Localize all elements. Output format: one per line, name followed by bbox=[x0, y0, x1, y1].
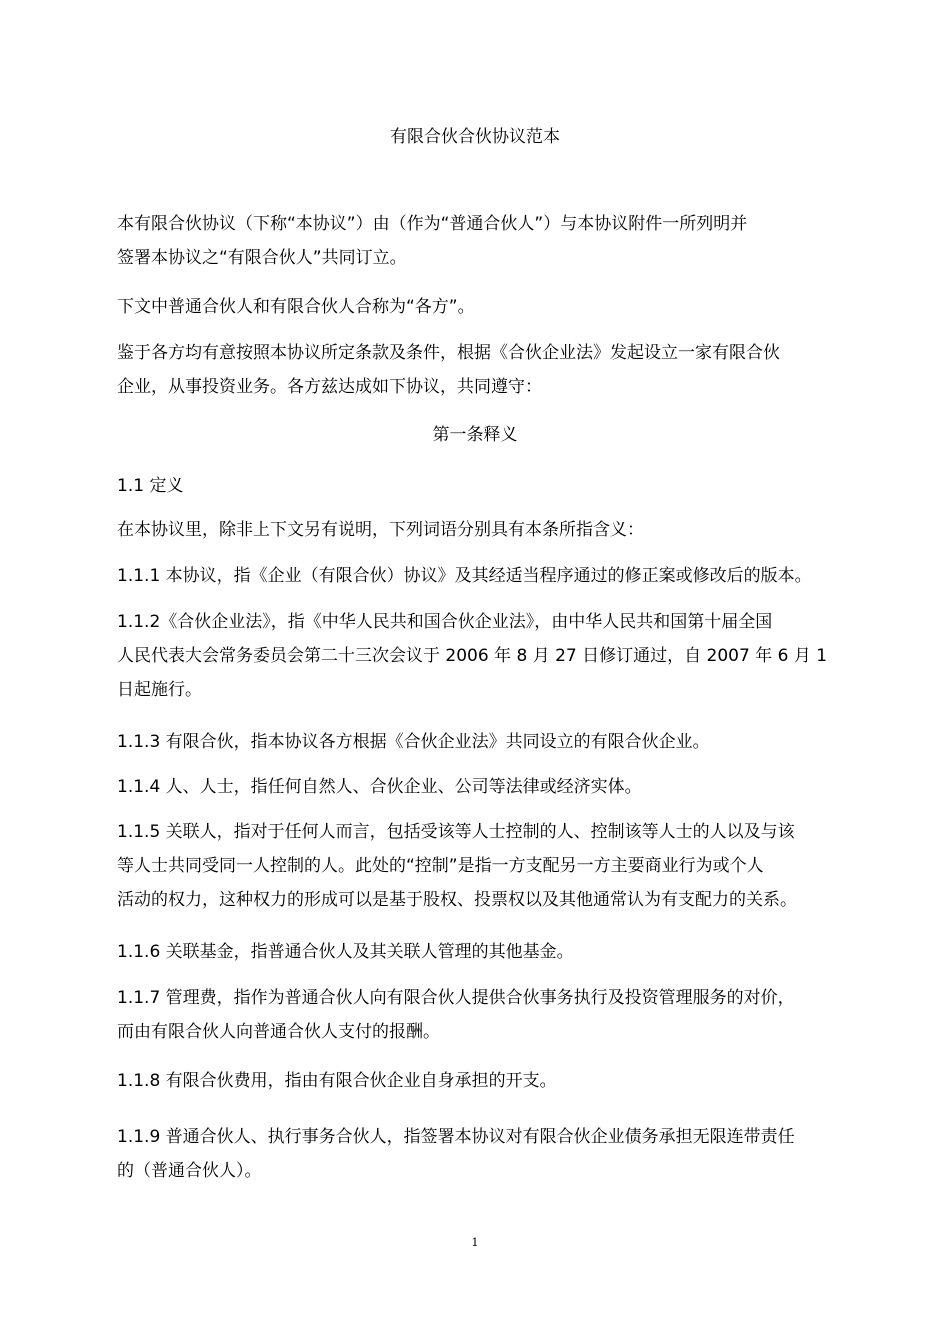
clause-1-1-7-line-1: 1.1.7 管理费，指作为普通合伙人向有限合伙人提供合伙事务执行及投资管理服务的对价， bbox=[117, 988, 795, 1008]
article-heading: 第一条释义 bbox=[432, 425, 518, 445]
clause-1-1-2 bbox=[117, 605, 837, 707]
page-number: 1 bbox=[471, 1236, 479, 1249]
definitions-intro-paragraph bbox=[117, 513, 837, 547]
clause-1-1-1-line-1: 1.1.1 本协议，指《企业（有限合伙）协议》及其经适当程序通过的修正案或修改后的版本。 bbox=[117, 566, 812, 586]
section-1-1-heading bbox=[117, 469, 837, 503]
clause-1-1-3 bbox=[117, 725, 837, 759]
clause-1-1-7 bbox=[117, 981, 837, 1049]
whereas-line-1: 鉴于各方均有意按照本协议所定条款及条件，根据《合伙企业法》发起设立一家有限合伙 bbox=[117, 343, 780, 363]
clause-1-1-5-line-3: 活动的权力，这种权力的形成可以是基于股权、投票权以及其他通常认为有支配力的关系。 bbox=[117, 890, 797, 910]
clause-1-1-7-line-2: 而由有限合伙人向普通合伙人支付的报酬。 bbox=[117, 1022, 440, 1042]
clause-1-1-2-line-1: 1.1.2《合伙企业法》，指《中华人民共和国合伙企业法》，由中华人民共和国第十届全国 bbox=[117, 612, 773, 632]
intro-line-2: 签署本协议之“有限合伙人”共同订立。 bbox=[117, 248, 407, 268]
definitions-intro-line: 在本协议里，除非上下文另有说明，下列词语分别具有本条所指含义： bbox=[117, 520, 644, 540]
clause-1-1-5-line-2: 等人士共同受同一人控制的人。此处的“控制”是指一方支配另一方主要商业行为或个人 bbox=[117, 856, 764, 876]
clause-1-1-9-line-2: 的（普通合伙人）。 bbox=[117, 1161, 262, 1181]
clause-1-1-9-line-1: 1.1.9 普通合伙人、执行事务合伙人，指签署本协议对有限合伙企业债务承担无限连带责任 bbox=[117, 1127, 795, 1147]
clause-1-1-1 bbox=[117, 559, 837, 593]
document-title: 有限合伙合伙协议范本 bbox=[390, 127, 560, 147]
section-1-1-line: 1.1 定义 bbox=[117, 476, 184, 496]
clause-1-1-3-line-1: 1.1.3 有限合伙，指本协议各方根据《合伙企业法》共同设立的有限合伙企业。 bbox=[117, 732, 710, 752]
parties-paragraph bbox=[117, 290, 837, 324]
clause-1-1-9 bbox=[117, 1120, 837, 1188]
clause-1-1-6 bbox=[117, 935, 837, 969]
parties-line-1: 下文中普通合伙人和有限合伙人合称为“各方”。 bbox=[117, 297, 475, 317]
clause-1-1-4 bbox=[117, 770, 837, 804]
clause-1-1-8 bbox=[117, 1064, 837, 1098]
intro-line-1: 本有限合伙协议（下称“本协议”）由（作为“普通合伙人”）与本协议附件一所列明并 bbox=[117, 214, 748, 234]
intro-paragraph bbox=[117, 207, 837, 275]
clause-1-1-2-line-2: 人民代表大会常务委员会第二十三次会议于 2006 年 8 月 27 日修订通过，自 2007 年 6 月 1 bbox=[117, 646, 828, 666]
whereas-paragraph bbox=[117, 336, 837, 404]
clause-1-1-5 bbox=[117, 815, 837, 917]
whereas-line-2: 企业，从事投资业务。各方兹达成如下协议，共同遵守： bbox=[117, 377, 542, 397]
clause-1-1-5-line-1: 1.1.5 关联人，指对于任何人而言，包括受该等人士控制的人、控制该等人士的人以及与该 bbox=[117, 822, 795, 842]
clause-1-1-2-line-3: 日起施行。 bbox=[117, 680, 202, 700]
clause-1-1-4-line-1: 1.1.4 人、人士，指任何自然人、合伙企业、公司等法律或经济实体。 bbox=[117, 777, 642, 797]
clause-1-1-6-line-1: 1.1.6 关联基金，指普通合伙人及其关联人管理的其他基金。 bbox=[117, 942, 574, 962]
clause-1-1-8-line-1: 1.1.8 有限合伙费用，指由有限合伙企业自身承担的开支。 bbox=[117, 1071, 557, 1091]
